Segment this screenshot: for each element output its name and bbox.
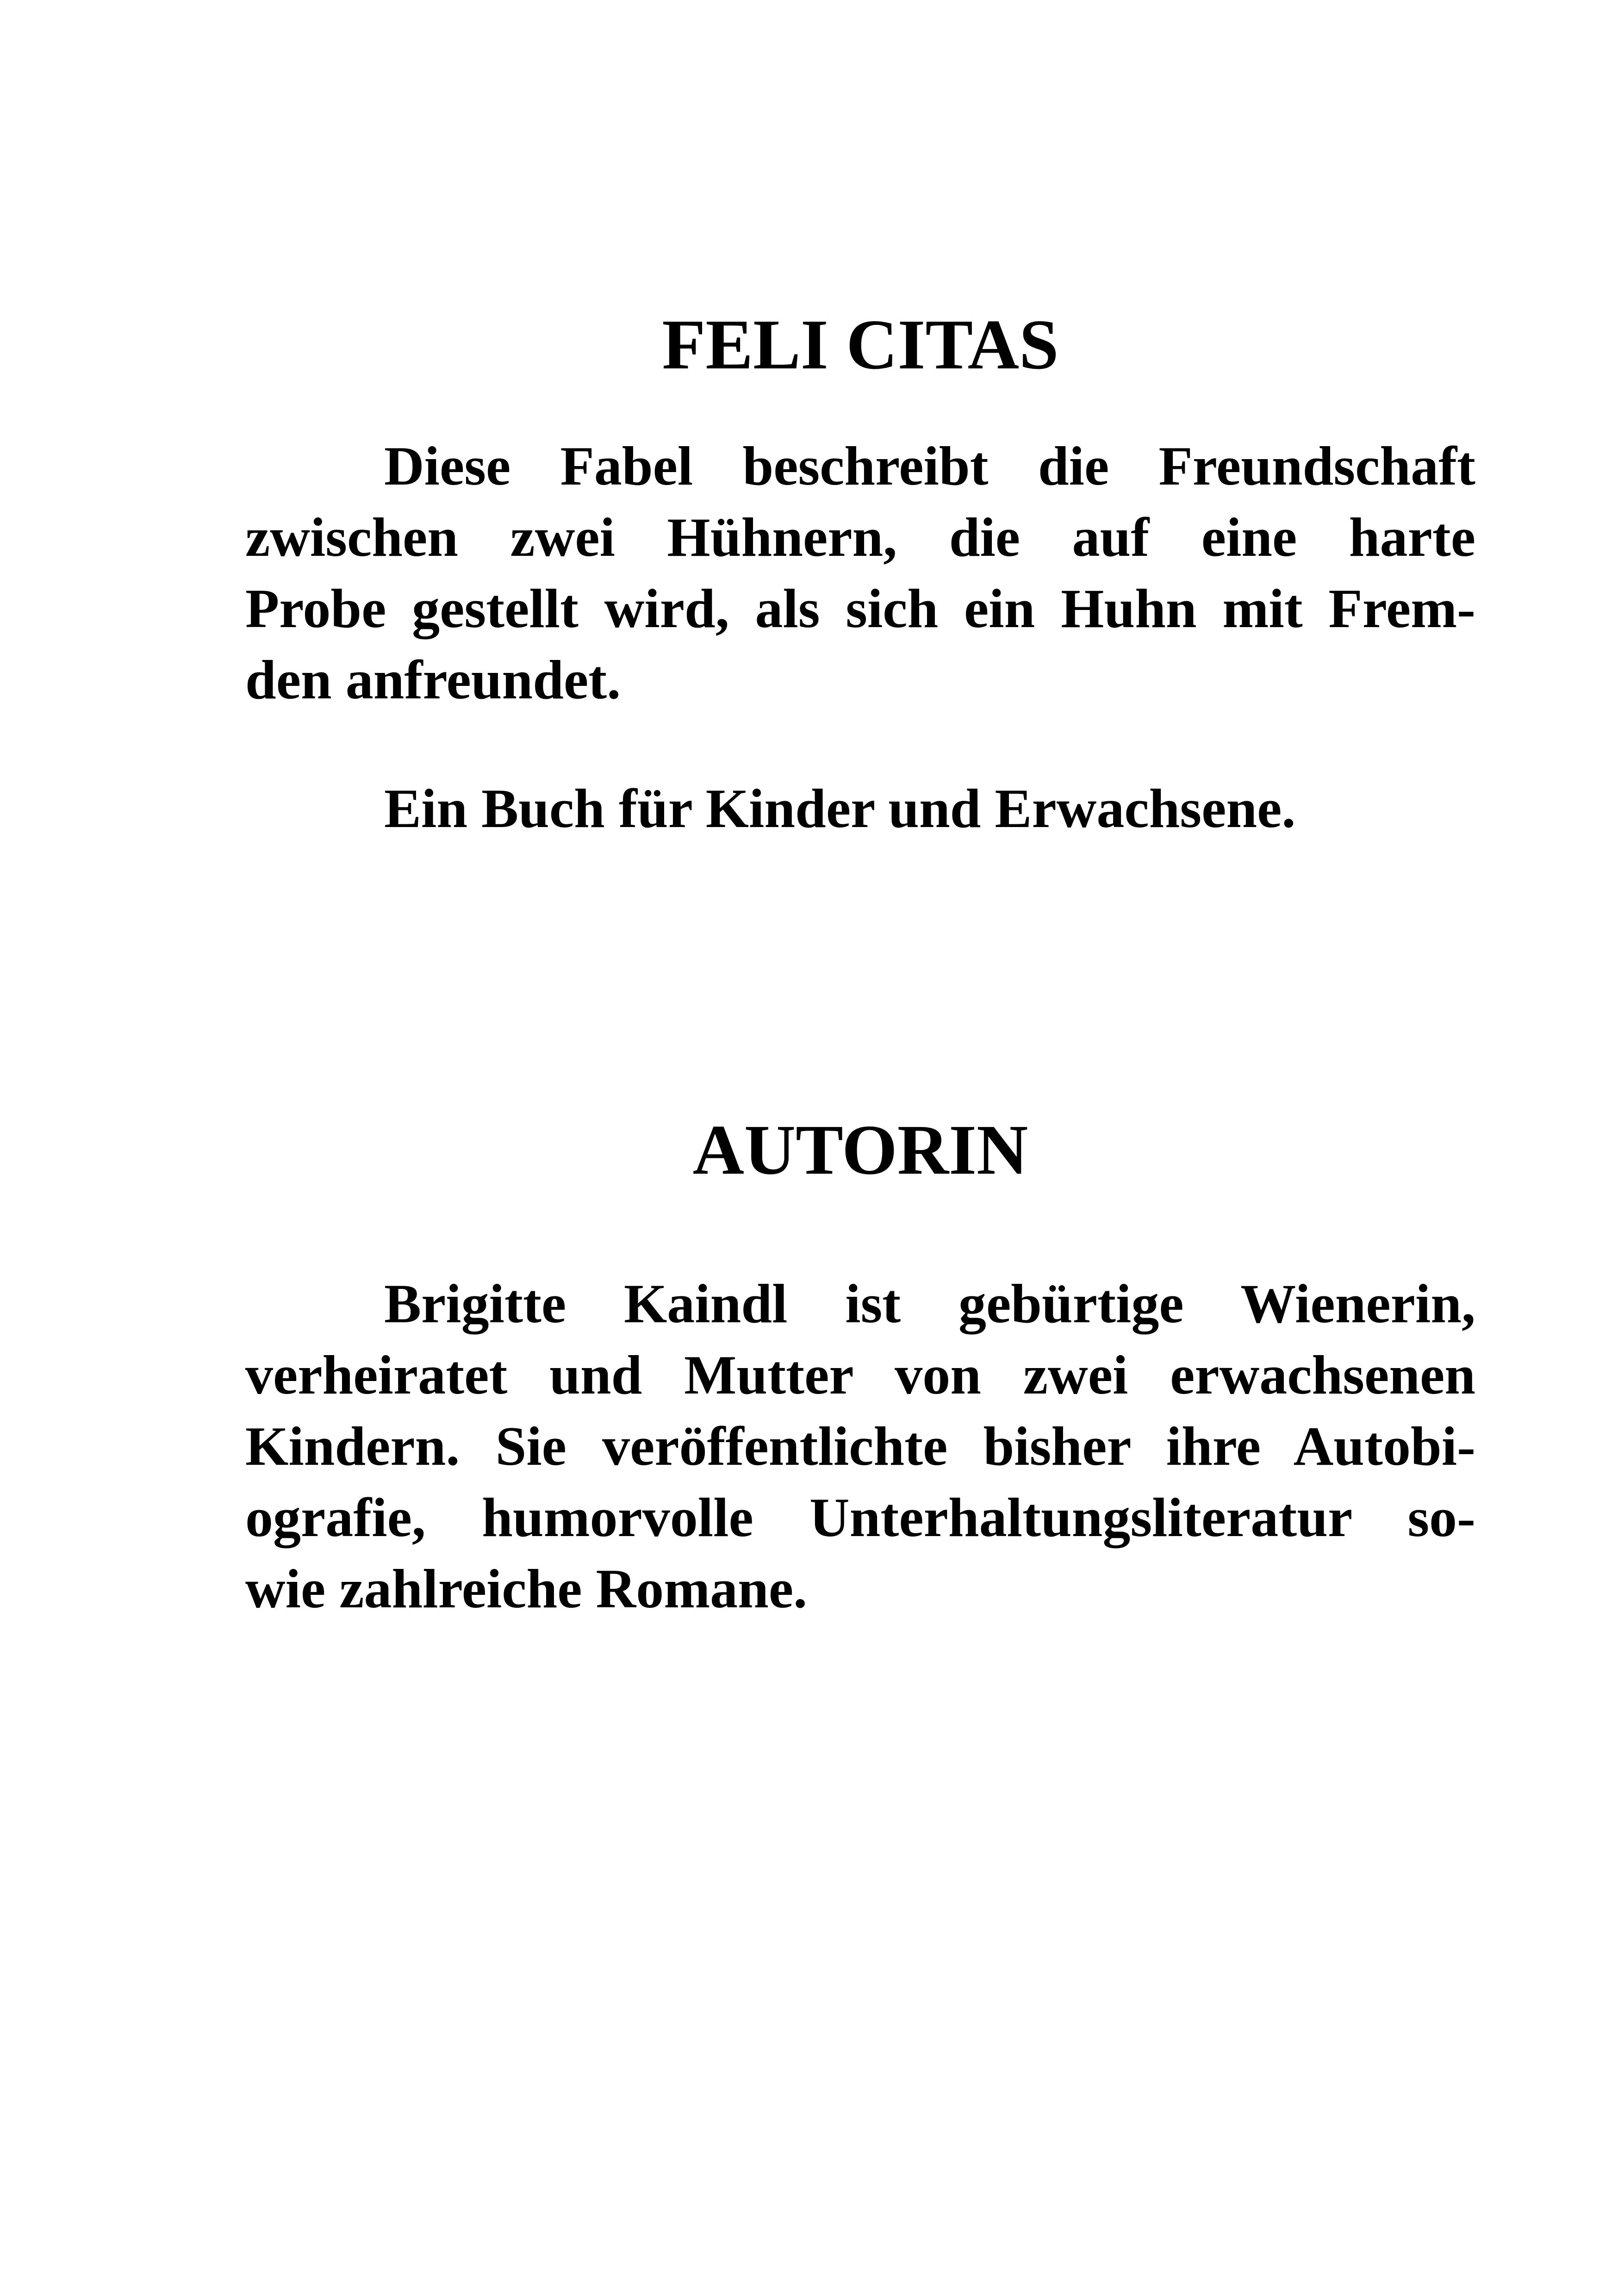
- paragraph-line: wie zahlreiche Romane.: [245, 1558, 808, 1619]
- paragraph-line: Kindern. Sie veröffentlichte bisher ihre Autobi-: [245, 1415, 1475, 1477]
- paragraph-line: zwischen zwei Hühnern, die auf eine harte: [245, 506, 1475, 568]
- paragraph-line: verheiratet und Mutter von zwei erwachsenen: [245, 1344, 1475, 1406]
- paragraph-line: den anfreundet.: [245, 649, 621, 710]
- paragraph-line: Diese Fabel beschreibt die Freundschaft: [384, 435, 1475, 497]
- author-bio-paragraph: [245, 1268, 1475, 1624]
- book-description-paragraph: [245, 430, 1475, 716]
- paragraph-line: Brigitte Kaindl ist gebürtige Wienerin,: [384, 1273, 1475, 1334]
- paragraph-line: Probe gestellt wird, als sich ein Huhn mit Frem-: [245, 578, 1475, 639]
- book-title-heading: FELI CITAS: [662, 305, 1059, 384]
- tagline-text: Ein Buch für Kinder und Erwachsene.: [384, 778, 1296, 839]
- author-heading: AUTORIN: [692, 1111, 1028, 1189]
- paragraph-line: ografie, humorvolle Unterhaltungsliteratur so-: [245, 1487, 1475, 1548]
- book-tagline: [245, 773, 1475, 844]
